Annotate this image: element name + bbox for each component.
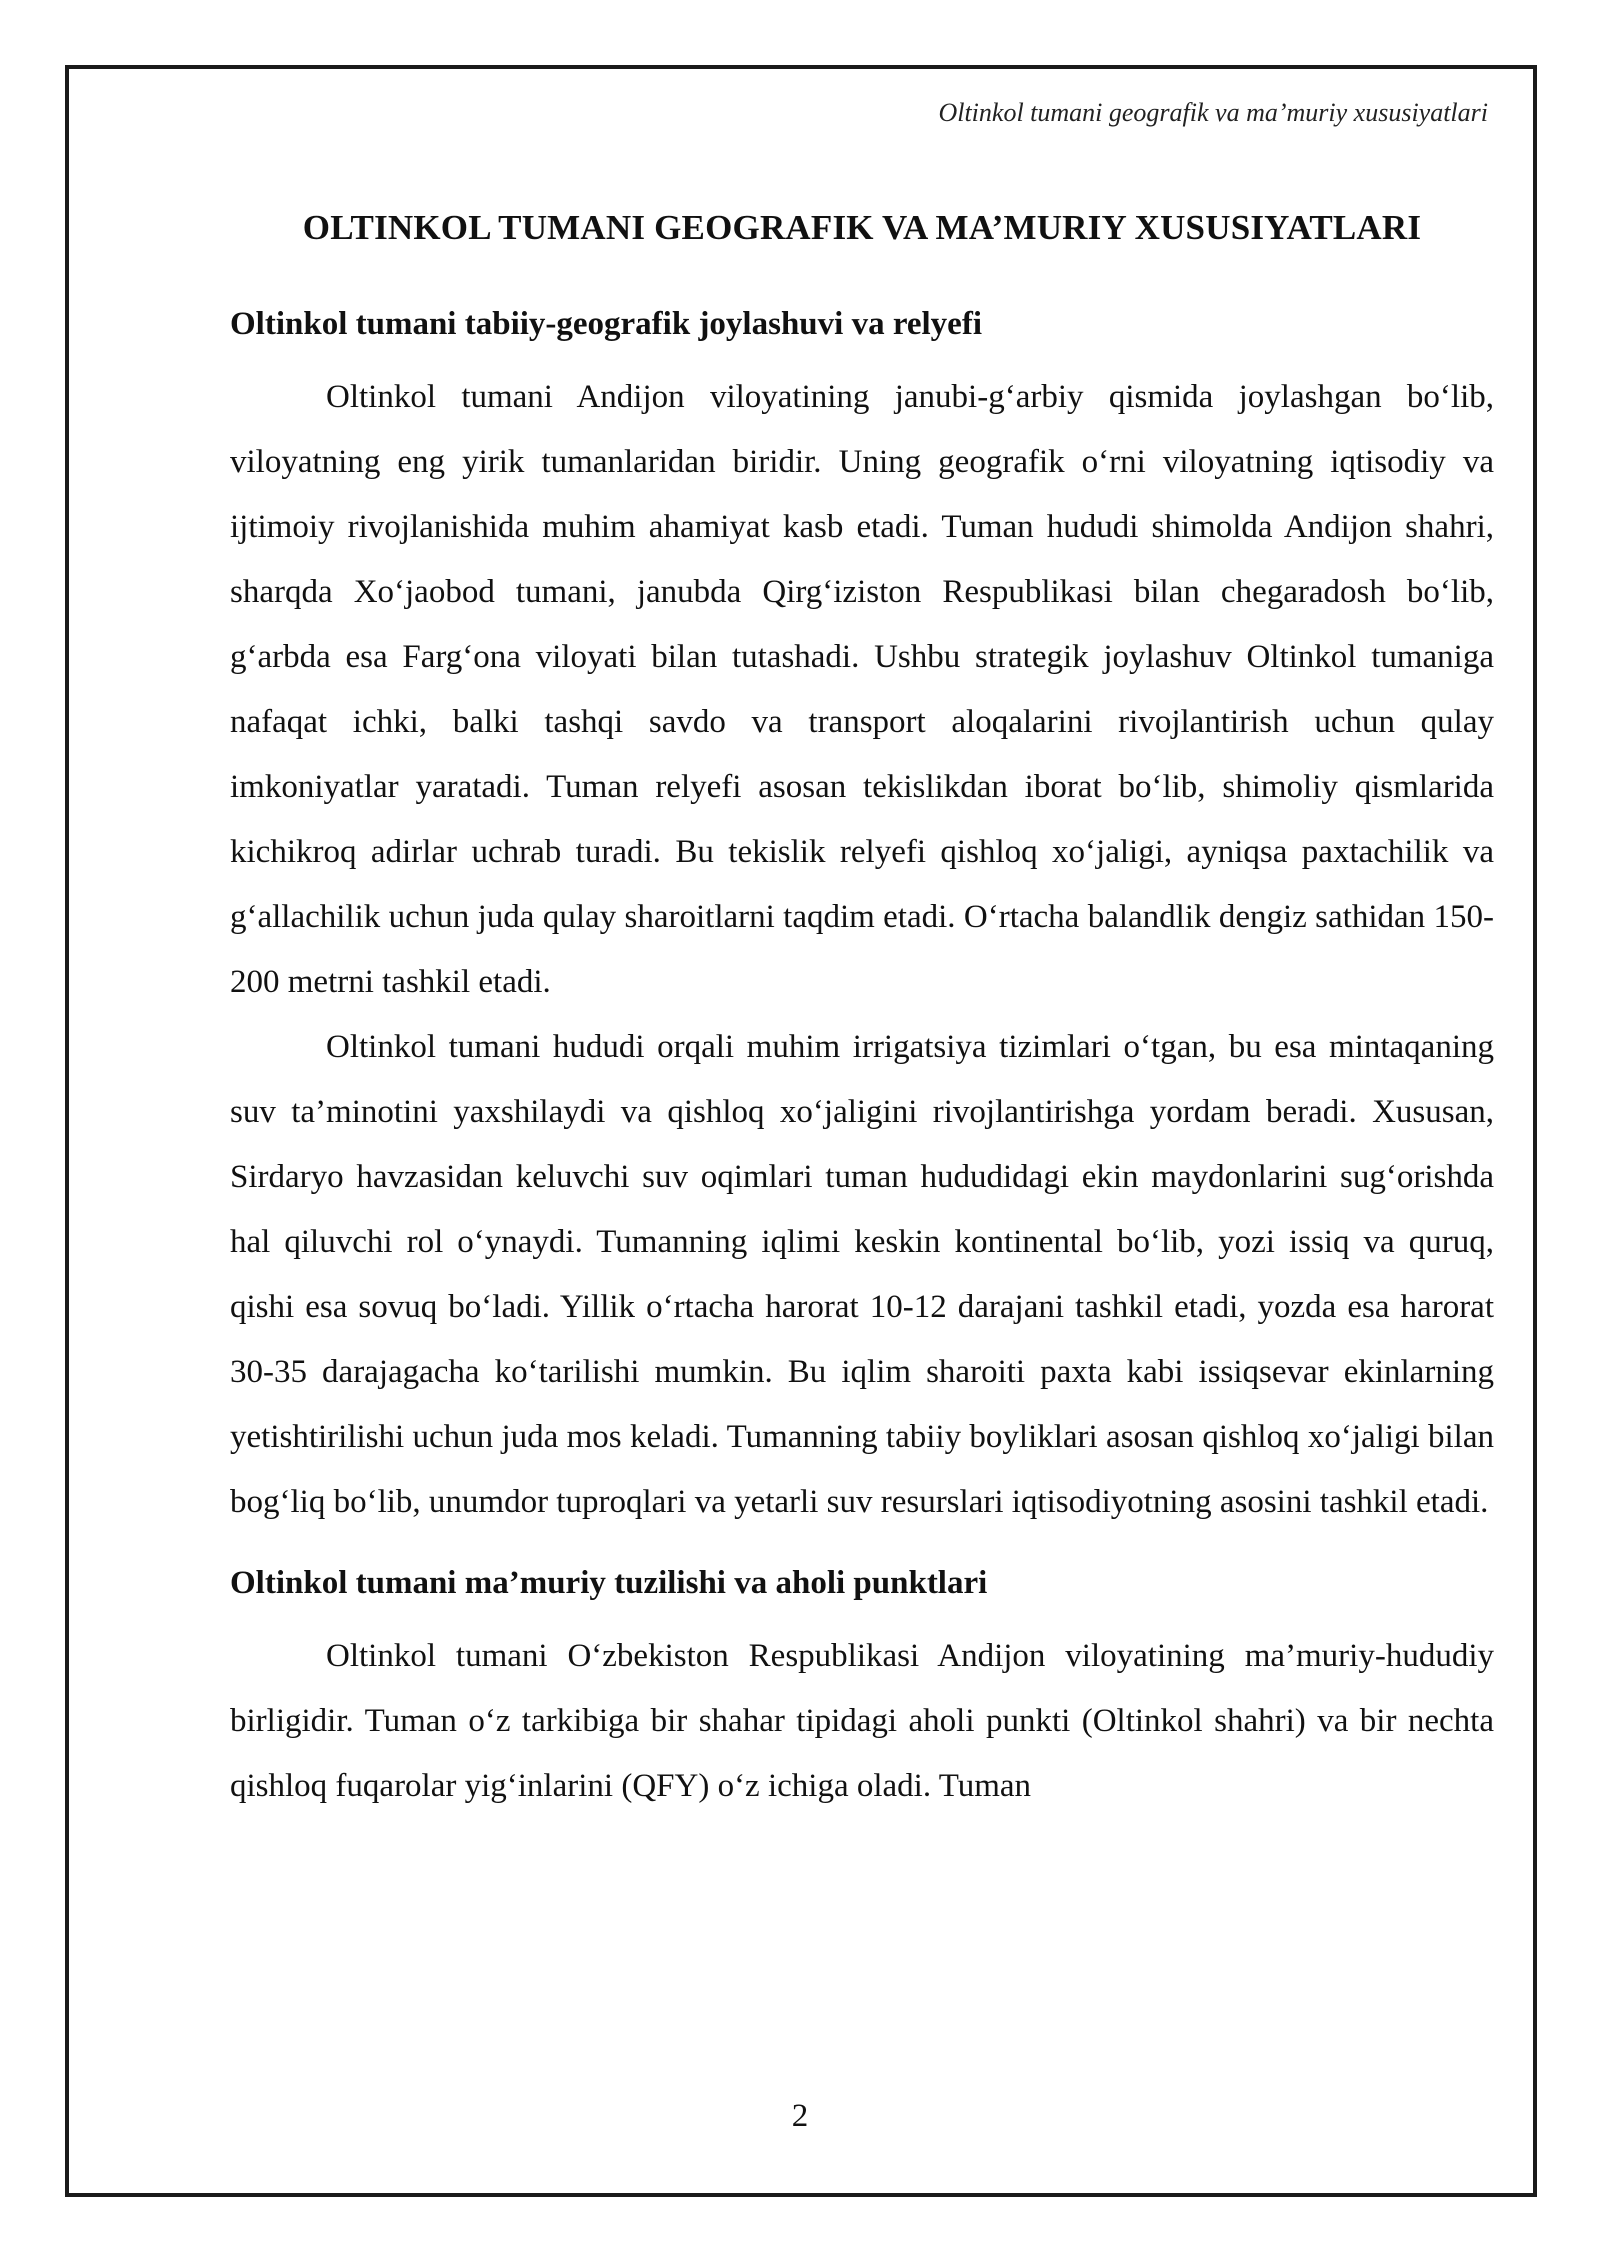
document-title: OLTINKOL TUMANI GEOGRAFIK VA MA’MURIY XUSUSIYATLARI bbox=[302, 208, 1422, 247]
paragraph: Oltinkol tumani O‘zbekiston Respublikasi Andijon viloyatining ma’muriy-hududiy birligidir. Tuman o‘z tarkibiga bir shahar tipidagi aholi punkti (Oltinkol shahri) va bir nechta qishloq fuqarolar yig‘inlarini (QFY) o‘z ichiga oladi. Tuman bbox=[230, 1638, 1494, 1804]
section-heading-geography: Oltinkol tumani tabiiy-geografik joylashuvi va relyefi bbox=[230, 306, 982, 342]
section-heading-administration: Oltinkol tumani ma’muriy tuzilishi va aholi punktlari bbox=[230, 1565, 988, 1601]
running-header: Oltinkol tumani geografik va ma’muriy xususiyatlari bbox=[938, 98, 1488, 127]
paragraph: Oltinkol tumani Andijon viloyatining janubi-g‘arbiy qismida joylashgan bo‘lib, viloyatning eng yirik tumanlaridan biridir. Uning geografik o‘rni viloyatning iqtisodiy va ijtimoiy rivojlanishida muhim ahamiyat kasb etadi. Tuman hududi shimolda Andijon shahri, sharqda Xo‘jaobod tumani, janubda Qirg‘iziston Respublikasi bilan chegaradosh bo‘lib, g‘arbda esa Farg‘ona viloyati bilan tutashadi. Ushbu strategik joylashuv Oltinkol tumaniga nafaqat ichki, balki tashqi savdo va transport aloqalarini rivojlantirish uchun qulay imkoniyatlar yaratadi. Tuman relyefi asosan tekislikdan iborat bo‘lib, shimoliy qismlarida kichikroq adirlar uchrab turadi. Bu tekislik relyefi qishloq xo‘jaligi, ayniqsa paxtachilik va g‘allachilik uchun juda qulay sharoitlarni taqdim etadi. O‘rtacha balandlik dengiz sathidan 150-200 metrni tashkil etadi. bbox=[230, 379, 1494, 1000]
paragraph: Oltinkol tumani hududi orqali muhim irrigatsiya tizimlari o‘tgan, bu esa mintaqaning suv ta’minotini yaxshilaydi va qishloq xo‘jaligini rivojlantirishga yordam beradi. Xususan, Sirdaryo havzasidan keluvchi suv oqimlari tuman hududidagi ekin maydonlarini sug‘orishda hal qiluvchi rol o‘ynaydi. Tumanning iqlimi keskin kontinental bo‘lib, yozi issiq va quruq, qishi esa sovuq bo‘ladi. Yillik o‘rtacha harorat 10-12 darajani tashkil etadi, yozda esa harorat 30-35 darajagacha ko‘tarilishi mumkin. Bu iqlim sharoiti paxta kabi issiqsevar ekinlarning yetishtirilishi uchun juda mos keladi. Tumanning tabiiy boyliklari asosan qishloq xo‘jaligi bilan bog‘liq bo‘lib, unumdor tuproqlari va yetarli suv resurslari iqtisodiyotning asosini tashkil etadi. bbox=[230, 1029, 1494, 1520]
page-number: 2 bbox=[791, 2098, 809, 2134]
document-body bbox=[230, 208, 1494, 1819]
